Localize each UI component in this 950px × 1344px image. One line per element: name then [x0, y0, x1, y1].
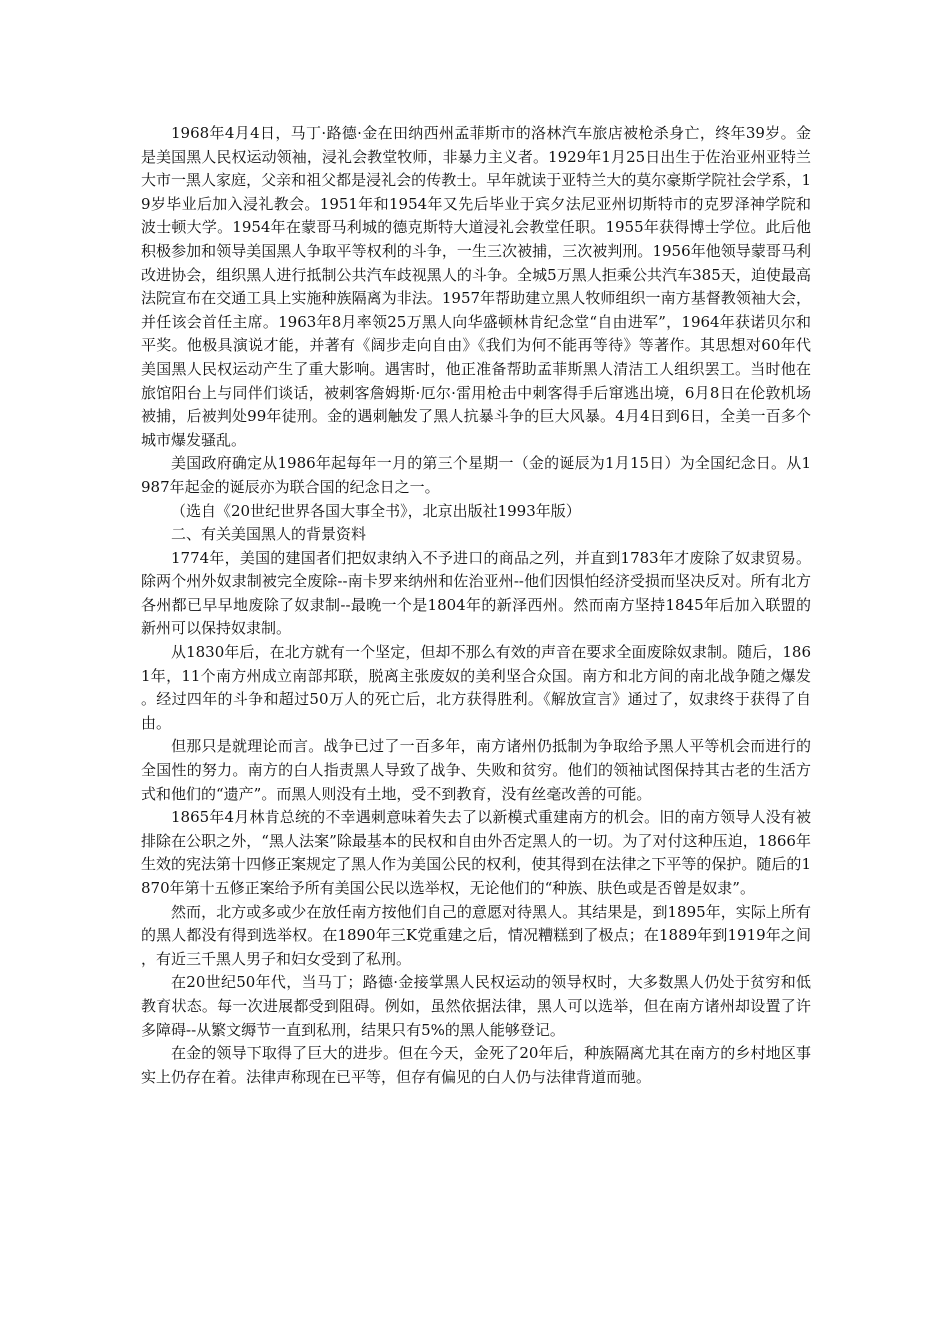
paragraph-1865: 1865年4月林肯总统的不幸遇刺意味着失去了以新模式重建南方的机会。旧的南方领导人没有被排除在公职之外，“黑人法案”除最基本的民权和自由外否定黑人的一切。为了对付这种压迫，1866年生效的宪法第十四修正案规定了黑人作为美国公民的权利，使其得到在法律之下平等的保护。随后的1870年第十五修正案给予所有美国公民以选举权，无论他们的“种族、肤色或是否曾是奴隶”。: [141, 808, 811, 897]
paragraph-progress: 在金的领导下取得了巨大的进步。但在今天，金死了20年后，种族隔离尤其在南方的乡村地区事实上仍存在着。法律声称现在已平等，但存有偏见的白人仍与法律背道而驰。: [141, 1044, 811, 1086]
paragraph-memorial-day: 美国政府确定从1986年起每年一月的第三个星期一（金的诞辰为1月15日）为全国纪念日。从1987年起金的诞辰亦为联合国的纪念日之一。: [141, 454, 811, 496]
paragraph-king-biography: 1968年4月4日，马丁·路德·金在田纳西州孟菲斯市的洛林汽车旅店被枪杀身亡，终年39岁。金是美国黑人民权运动领袖，浸礼会教堂牧师，非暴力主义者。1929年1月25日出生于佐治亚州亚特兰大市一黑人家庭，父亲和祖父都是浸礼会的传教士。早年就读于亚特兰大的莫尔豪斯学院社会学系，19岁毕业后加入浸礼教会。1951年和1954年又先后毕业于宾夕法尼亚州切斯特市的克罗泽神学院和波士顿大学。1954年在蒙哥马利城的德克斯特大道浸礼会教堂任职。1955年获得博士学位。此后他积极参加和领导美国黑人争取平等权利的斗争，一生三次被捕，三次被判刑。1956年他领导蒙哥马利改进协会，组织黑人进行抵制公共汽车歧视黑人的斗争。全城5万黑人拒乘公共汽车385天，迫使最高法院宣布在交通工具上实施种族隔离为非法。1957年帮助建立黑人牧师组织一南方基督教领袖大会，并任该会首任主席。1963年8月率领25万黑人向华盛顿林肯纪念堂“自由进军”，1964年获诺贝尔和平奖。他极具演说才能，并著有《阔步走向自由》《我们为何不能再等待》等著作。其思想对60年代美国黑人民权运动产生了重大影响。遇害时，他正准备帮助孟菲斯黑人清洁工人组织罢工。当时他在旅馆阳台上与同伴们谈话，被刺客詹姆斯·厄尔·雷用枪击中刺客得手后窜逃出境，6月8日在伦敦机场被捕，后被判处99年徒刑。金的遇刺触发了黑人抗暴斗争的巨大风暴。4月4日到6日，全美一百多个城市爆发骚乱。: [141, 124, 811, 449]
paragraph-north-tolerance: 然而，北方或多或少在放任南方按他们自己的意愿对待黑人。其结果是，到1895年，实际上所有的黑人都没有得到选举权。在1890年三K党重建之后，情况糟糕到了极点；在1889年到1919年之间，有近三千黑人男子和妇女受到了私刑。: [141, 902, 811, 968]
paragraph-1774: 1774年，美国的建国者们把奴隶纳入不予进口的商品之列，并直到1783年才废除了奴隶贸易。除两个州外奴隶制被完全废除--南卡罗来纳州和佐治亚州--他们因惧怕经济受损而坚决反对。所有北方各州都已早早地废除了奴隶制--最晚一个是1804年的新泽西州。然而南方坚持1845年后加入联盟的新州可以保持奴隶制。: [141, 548, 811, 638]
paragraph-1830: 从1830年后，在北方就有一个坚定，但却不那么有效的声音在要求全面废除奴隶制。随后，1861年，11个南方州成立南部邦联，脱离主张废奴的美利坚合众国。南方和北方间的南北战争随之爆发。经过四年的斗争和超过50万人的死亡后，北方获得胜利。《解放宣言》通过了，奴隶终于获得了自由。: [141, 643, 811, 732]
source-citation: （选自《20世纪世界各国大事全书》，北京出版社1993年版）: [171, 501, 581, 520]
paragraph-theory: 但那只是就理论而言。战争已过了一百多年，南方诸州仍抵制为争取给予黑人平等机会而进行的全国性的努力。南方的白人指责黑人导致了战争、失败和贫穷。他们的领袖试图保持其古老的生活方式和他们的“遗产”。而黑人则没有土地，受不到教育，没有丝毫改善的可能。: [141, 737, 811, 803]
paragraph-1950s: 在20世纪50年代，当马丁；路德·金接掌黑人民权运动的领导权时，大多数黑人仍处于贫穷和低教育状态。每一次进展都受到阻碍。例如，虽然依据法律，黑人可以选举，但在南方诸州却设置了许多障碍--从繁文缛节一直到私刑，结果只有5%的黑人能够登记。: [141, 973, 811, 1039]
document-body: [141, 122, 811, 1089]
section-heading: 二、有关美国黑人的背景资料: [171, 525, 367, 544]
